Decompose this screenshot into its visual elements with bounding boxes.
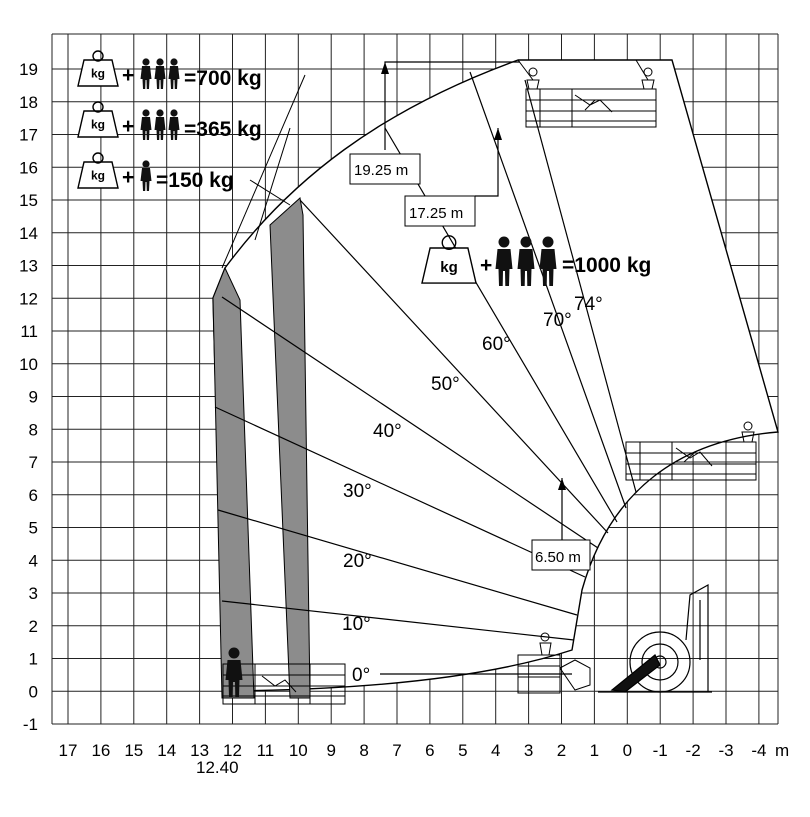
x-tick-label: 3 <box>523 741 534 760</box>
angle-label-20: 20° <box>343 551 372 572</box>
y-tick-label: 0 <box>28 682 38 702</box>
angle-label-74: 74° <box>574 294 603 315</box>
x-tick-label: -4 <box>751 741 767 760</box>
x-tick-label: 6 <box>425 741 435 760</box>
y-tick-label: 2 <box>28 616 38 636</box>
x-tick-label: 10 <box>288 741 308 760</box>
svg-text:kg: kg <box>440 258 458 276</box>
x-axis-unit-label: m <box>775 741 790 760</box>
x-tick-label: 1 <box>589 741 600 760</box>
x-tick-label: 5 <box>458 741 468 760</box>
svg-text:+: + <box>122 64 135 87</box>
x-tick-label: 4 <box>490 741 501 760</box>
y-tick-label: 3 <box>28 584 38 603</box>
svg-text:+: + <box>480 254 493 277</box>
x-tick-label: 17 <box>58 741 78 760</box>
svg-text:=1000 kg: =1000 kg <box>562 254 652 277</box>
y-tick-label: 10 <box>19 354 38 374</box>
svg-text:+: + <box>122 115 135 138</box>
y-tick-label: 19 <box>19 60 38 79</box>
x-tick-label: 12 <box>223 741 242 760</box>
svg-text:=150 kg: =150 kg <box>156 169 234 192</box>
x-tick-label: 7 <box>392 741 402 760</box>
angle-label-60: 60° <box>482 334 511 355</box>
y-tick-label: 13 <box>19 256 38 276</box>
angle-label-40: 40° <box>373 421 402 442</box>
angle-label-30: 30° <box>343 481 372 502</box>
x-tick-label: 16 <box>91 741 111 760</box>
y-tick-label: 17 <box>19 125 38 145</box>
y-tick-label: 12 <box>19 289 38 309</box>
svg-text:kg: kg <box>90 66 106 81</box>
svg-text:=700 kg: =700 kg <box>184 67 262 90</box>
y-tick-label: 4 <box>28 551 38 571</box>
angle-label-10: 10° <box>342 614 371 635</box>
max-outreach-label: 12.40 <box>196 758 239 777</box>
x-tick-label: 8 <box>359 741 369 760</box>
y-tick-label: 18 <box>19 92 38 112</box>
angle-label-50: 50° <box>431 374 460 395</box>
x-tick-label: -2 <box>685 741 701 760</box>
x-tick-label: 2 <box>556 741 567 760</box>
y-axis-tick-labels <box>19 60 38 734</box>
y-tick-label: 9 <box>28 387 38 407</box>
svg-text:19.25 m: 19.25 m <box>354 162 409 179</box>
y-tick-label: 7 <box>28 453 38 472</box>
x-tick-label: -3 <box>718 741 734 760</box>
svg-text:=365 kg: =365 kg <box>184 118 262 141</box>
x-tick-label: 14 <box>157 741 177 760</box>
svg-text:+: + <box>122 166 135 189</box>
x-tick-label: 11 <box>256 741 275 760</box>
svg-text:17.25 m: 17.25 m <box>409 205 464 222</box>
x-tick-label: 15 <box>124 741 144 760</box>
x-tick-label: 9 <box>326 741 336 760</box>
vehicle-base <box>598 585 712 692</box>
x-tick-label: 13 <box>190 741 210 760</box>
load-legend-2 <box>78 153 290 205</box>
x-tick-label: -1 <box>652 741 668 760</box>
y-tick-label: -1 <box>22 715 38 734</box>
svg-text:kg: kg <box>90 117 106 132</box>
angle-label-0: 0° <box>352 665 371 686</box>
svg-text:kg: kg <box>90 168 106 183</box>
y-tick-label: 15 <box>19 191 38 210</box>
x-tick-label: 0 <box>622 741 633 760</box>
y-tick-label: 8 <box>28 420 38 440</box>
x-axis-tick-labels <box>59 741 767 760</box>
y-tick-label: 11 <box>20 322 38 341</box>
svg-text:6.50 m: 6.50 m <box>535 549 581 566</box>
y-tick-label: 16 <box>19 158 38 178</box>
y-tick-label: 1 <box>28 649 38 669</box>
angle-label-70: 70° <box>543 310 572 331</box>
y-tick-label: 14 <box>19 223 38 243</box>
y-tick-label: 6 <box>28 485 38 505</box>
y-tick-label: 5 <box>28 518 38 538</box>
